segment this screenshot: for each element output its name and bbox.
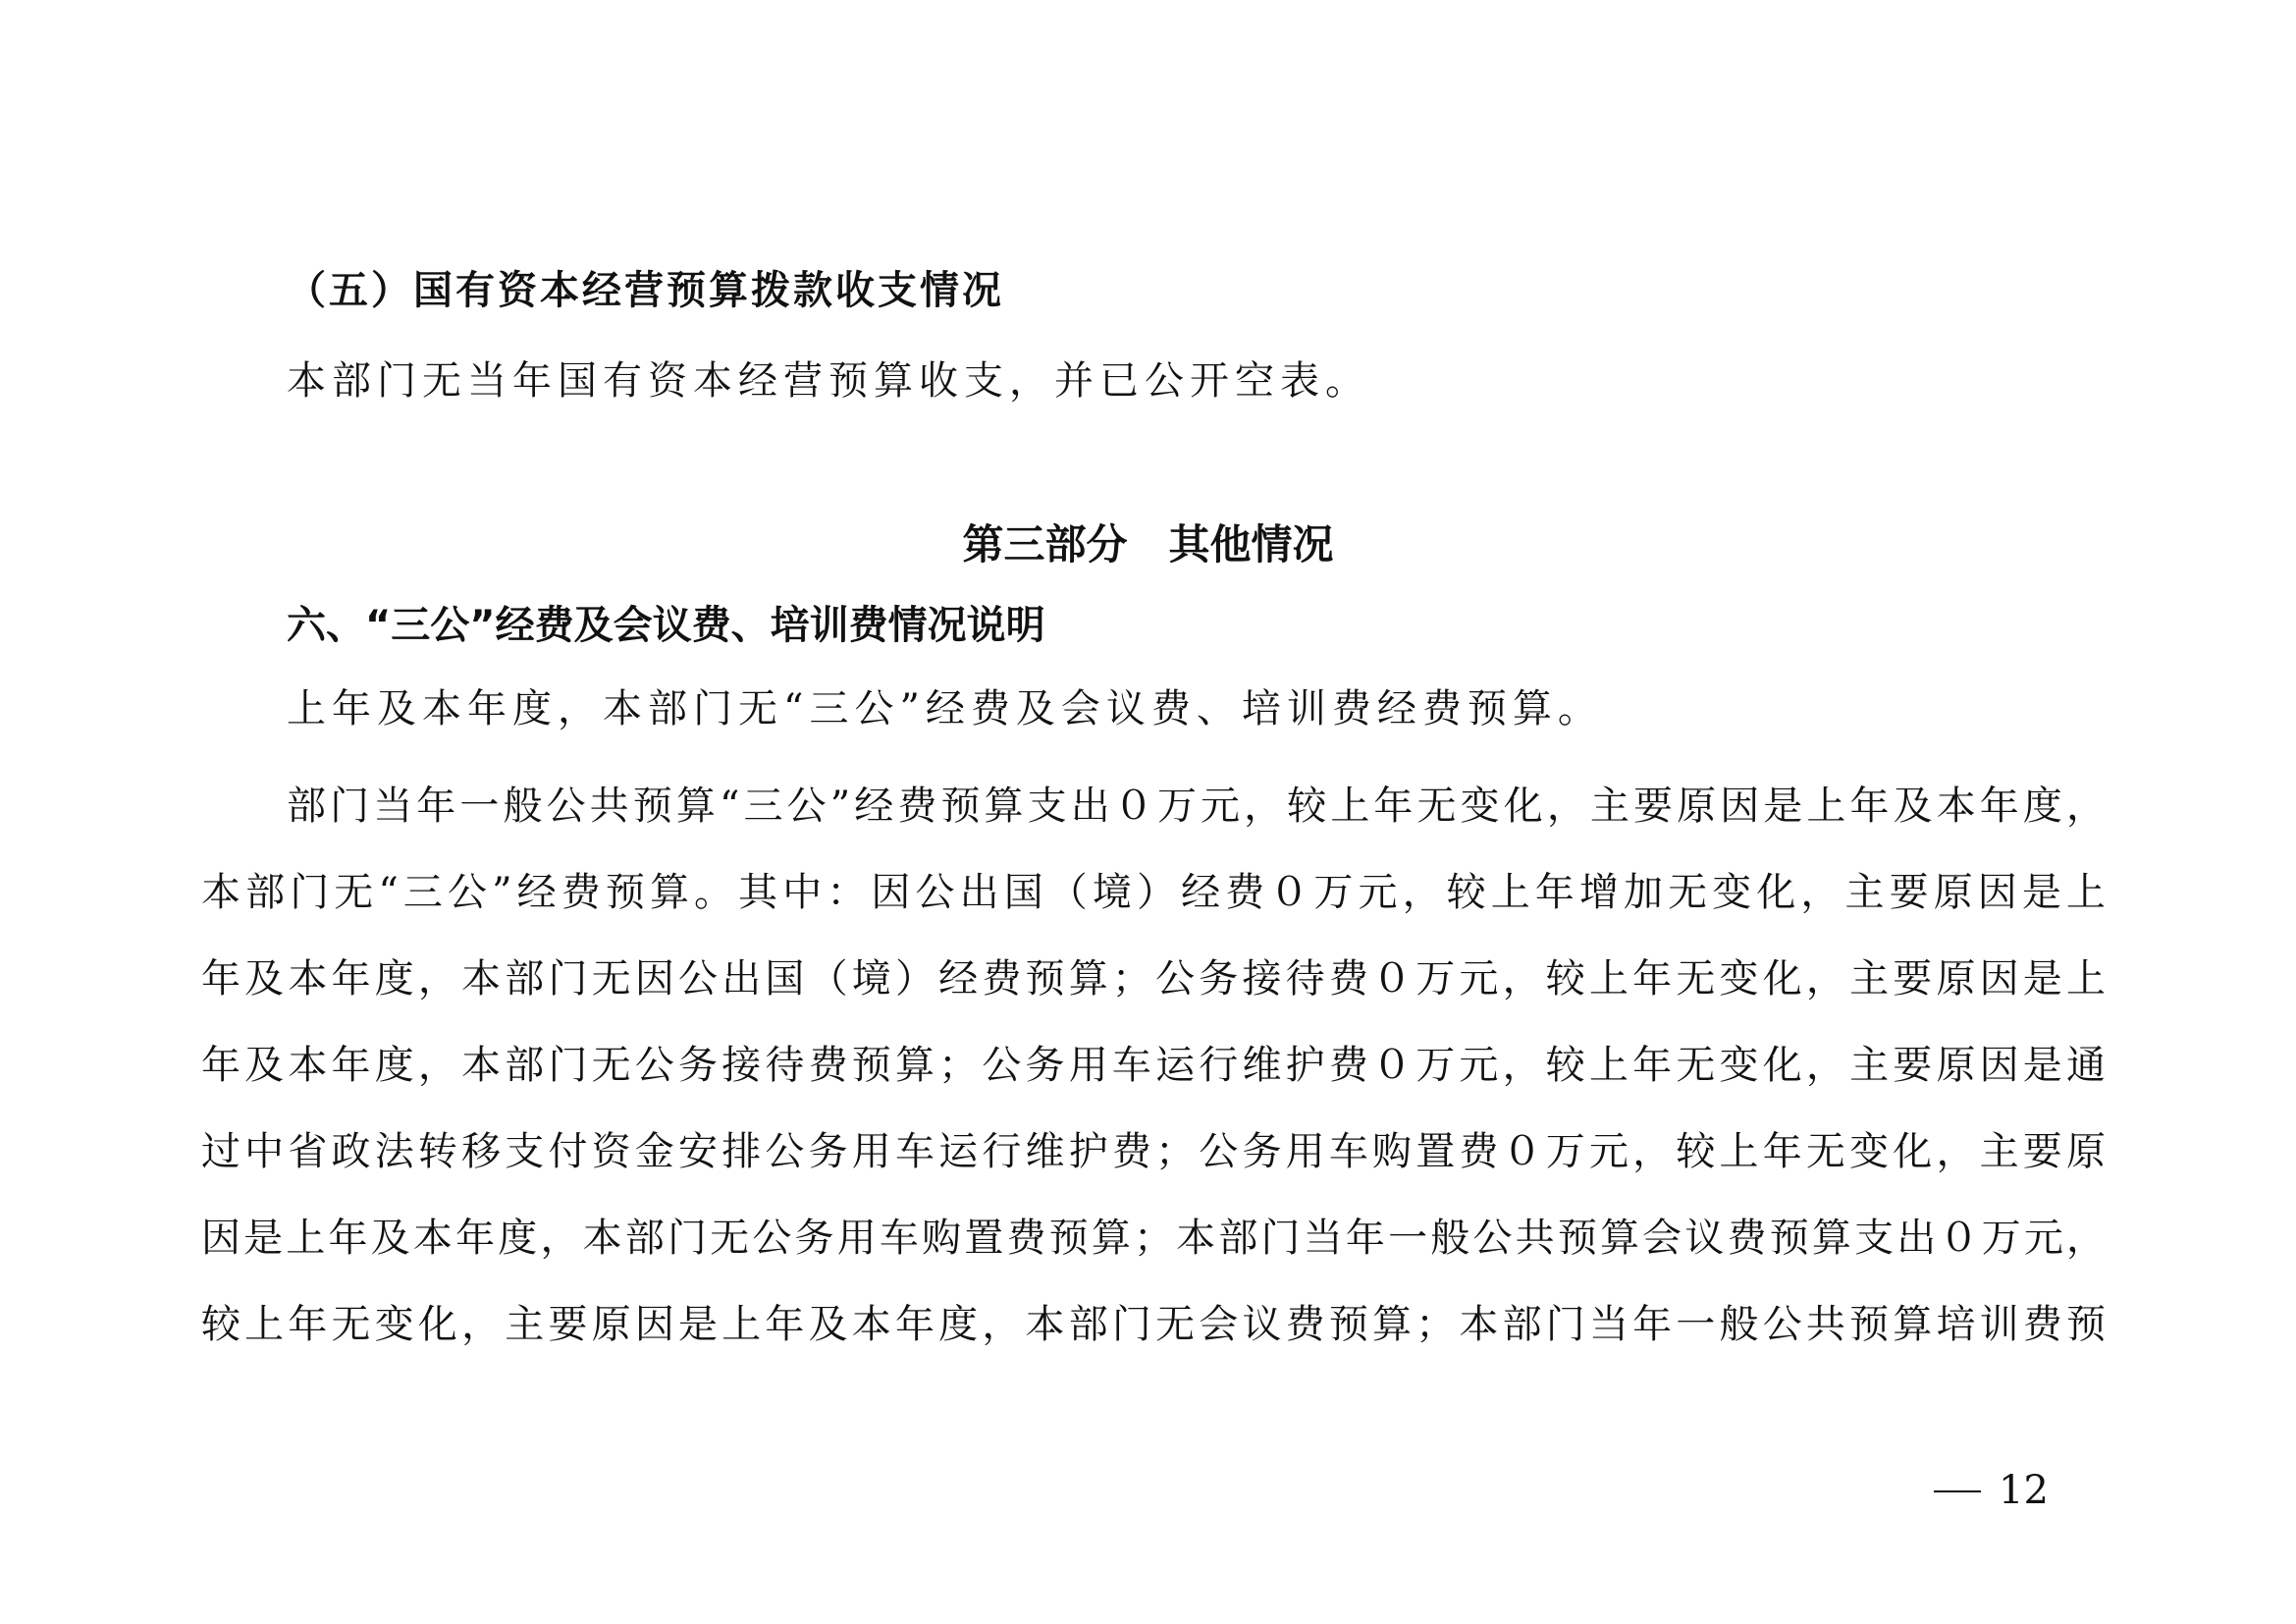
paragraph-line: 较上年无变化，主要原因是上年及本年度，本部门无会议费预算；本部门当年一般公共预算培训费预 <box>201 1302 2106 1347</box>
paragraph-line: 年及本年度，本部门无因公出国（境）经费预算；公务接待费０万元，较上年无变化，主要原因是上 <box>201 956 2106 1001</box>
part-three-title-name: 其他情况 <box>1168 520 1334 568</box>
paragraph-line: 本部门无“三公”经费预算。其中：因公出国（境）经费０万元，较上年增加无变化，主要原因是上 <box>201 870 2106 915</box>
section-five-heading: （五）国有资本经营预算拨款收支情况 <box>287 267 1004 313</box>
part-three-title-number: 第三部分 <box>962 520 1128 568</box>
paragraph-line: 部门当年一般公共预算“三公”经费预算支出０万元，较上年无变化，主要原因是上年及本年度， <box>287 784 2106 829</box>
section-six-heading: 六、“三公”经费及会议费、培训费情况说明 <box>287 603 1045 648</box>
page-number-value: 12 <box>1999 1468 2049 1513</box>
paragraph-line: 年及本年度，本部门无公务接待费预算；公务用车运行维护费０万元，较上年无变化，主要原因是通 <box>201 1043 2106 1088</box>
section-five-text: 本部门无当年国有资本经营预算收支，并已公开空表。 <box>287 358 1370 404</box>
part-three-title <box>0 517 2296 572</box>
paragraph-line: 因是上年及本年度，本部门无公务用车购置费预算；本部门当年一般公共预算会议费预算支出０万元， <box>201 1216 2106 1261</box>
section-six-paragraph <box>201 763 2106 1368</box>
page-number-dash <box>1934 1490 1981 1492</box>
paragraph-line: 过中省政法转移支付资金安排公务用车运行维护费；公务用车购置费０万元，较上年无变化，主要原 <box>201 1129 2106 1174</box>
page-number <box>1934 1463 2049 1518</box>
section-six-intro: 上年及本年度，本部门无“三公”经费及会议费、培训费经费预算。 <box>287 686 1603 731</box>
